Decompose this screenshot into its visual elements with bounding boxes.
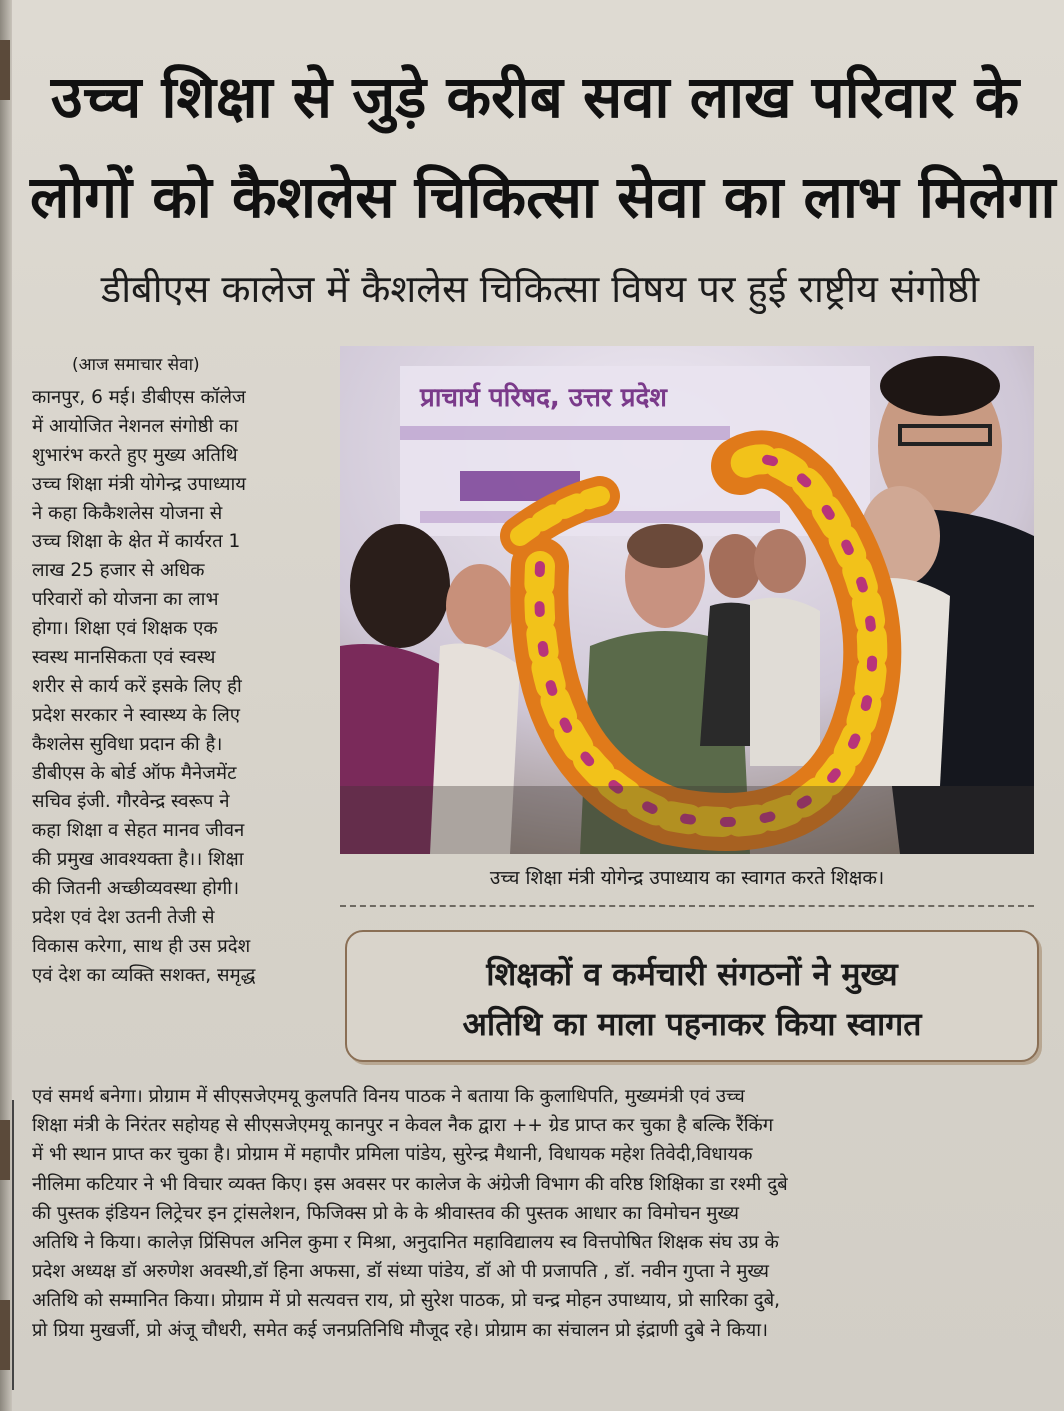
pull-quote-box <box>345 930 1039 1062</box>
column-line: प्रदेश एवं देश उतनी तेजी से <box>32 907 215 929</box>
column-line: की जितनी अच्छीव्यवस्था होगी। <box>32 878 240 900</box>
dateline: (आज समाचार सेवा) <box>72 355 200 375</box>
body-line: में भी स्थान प्राप्त कर चुका है। प्रोग्राम में महापौर प्रमिला पांडेय, सुरेन्द्र मैथानी, विधायक महेश तिवेदी,विधायक <box>32 1144 753 1166</box>
body-line: शिक्षा मंत्री के निरंतर सहोयह से सीएसजेएमयू कानपुर न केवल नैक द्वारा ++ ग्रेड प्राप्त कर चुका है बल्कि रैंकिंग <box>32 1115 774 1137</box>
body-line: अतिथि को सम्मानित किया। प्रोग्राम में प्रो सत्यवत्त राय, प्रो सुरेश पाठक, प्रो चन्द्र मोहन उपाध्याय, प्रो सारिका दुबे, <box>32 1290 781 1312</box>
body-line: प्रो प्रिया मुखर्जी, प्रो अंजू चौधरी, समेत कई जनप्रतिनिधि मौजूद रहे। प्रोग्राम का संचालन प्रो इंद्राणी दुबे ने किया। <box>32 1319 769 1341</box>
column-line: कानपुर, 6 मई। डीबीएस कॉलेज <box>32 387 246 408</box>
body-line: प्रदेश अध्यक्ष डॉ अरुणेश अवस्थी,डॉ हिना अफसा, डॉ संध्या पांडेय, डॉ ओ पी प्रजापति , डॉ. नवीन गुप्ता ने मुख्य <box>32 1261 769 1283</box>
column-line: शरीर से कार्य करें इसके लिए ही <box>32 675 242 697</box>
event-photo <box>340 346 1034 854</box>
full-width-text <box>32 1082 1038 1345</box>
banner-text: प्राचार्य परिषद, उत्तर प्रदेश <box>420 383 667 413</box>
column-line: एवं देश का व्यक्ति सशक्त, समृद्ध <box>32 964 256 986</box>
column-line: शुभारंभ करते हुए मुख्य अतिथि <box>32 444 238 466</box>
column-line: प्रदेश सरकार ने स्वास्थ्य के लिए <box>32 704 240 726</box>
left-column-text <box>32 384 320 991</box>
column-line: विकास करेगा, साथ ही उस प्रदेश <box>32 935 251 957</box>
column-line: परिवारों को योजना का लाभ <box>32 589 219 611</box>
edge-mark <box>0 40 10 100</box>
body-line: नीलिमा कटियार ने भी विचार व्यक्त किए। इस अवसर पर कालेज के अंग्रेजी विभाग की वरिष्ठ शिक्षिका डा रश्मी दुबे <box>32 1173 788 1195</box>
column-line: कहा शिक्षा व सेहत मानव जीवन <box>32 820 245 842</box>
column-line: उच्च शिक्षा के क्षेत में कार्यरत 1 <box>32 531 241 553</box>
person-left-head <box>350 524 450 648</box>
photo-caption: उच्च शिक्षा मंत्री योगेन्द्र उपाध्याय का स्वागत करते शिक्षक। <box>489 867 885 889</box>
column-line: लाख 25 हजार से अधिक <box>32 560 205 582</box>
caption-divider <box>340 905 1034 907</box>
headline-line-1: उच्च शिक्षा से जुड़े करीब सवा लाख परिवार के <box>50 63 1020 131</box>
column-line: कैशलेस सुविधा प्रदान की है। <box>32 733 223 755</box>
column-line: स्वस्थ मानसिकता एवं स्वस्थ <box>32 647 216 669</box>
body-line: अतिथि ने किया। कालेज़ प्रिंसिपल अनिल कुमा र मिश्रा, अनुदानित महाविद्यालय स्व वित्तपोषित शिक्षक संघ उप्र के <box>32 1231 779 1253</box>
adjacent-column-edge <box>0 1100 14 1390</box>
event-photo-illustration <box>340 346 1034 854</box>
column-line: में आयोजित नेशनल संगोष्ठी का <box>32 415 239 437</box>
column-line: सचिव इंजी. गौरवेन्द्र स्वरूप ने <box>32 791 230 813</box>
pull-quote-line-2: अतिथि का माला पहनाकर किया स्वागत <box>462 1005 922 1043</box>
column-line: की प्रमुख आवश्यक्ता है।। शिक्षा <box>32 849 244 871</box>
body-line: एवं समर्थ बनेगा। प्रोग्राम में सीएसजेएमयू कुलपति विनय पाठक ने बताया कि कुलाधिपति, मुख्यमंत्री एवं उच्च <box>32 1086 745 1107</box>
pull-quote-line-1: शिक्षकों व कर्मचारी संगठनों ने मुख्य <box>486 955 898 993</box>
column-line: डीबीएस के बोर्ड ऑफ मैनेजमेंट <box>32 762 237 784</box>
column-line: होगा। शिक्षा एवं शिक्षक एक <box>32 618 218 640</box>
subheadline: डीबीएस कालेज में कैशलेस चिकित्सा विषय पर हुई राष्ट्रीय संगोष्ठी <box>100 267 980 311</box>
headline-line-2: लोगों को कैशलेस चिकित्सा सेवा का लाभ मिलेगा <box>30 163 1056 231</box>
column-line: ने कहा किकैशलेस योजना से <box>32 502 223 524</box>
body-line: की पुस्तक इंडियन लिट्रेचर इन ट्रांसलेशन, फिजिक्स प्रो के के श्रीवास्तव की पुस्तक आधार का विमोचन मुख्य <box>32 1202 739 1224</box>
column-line: उच्च शिक्षा मंत्री योगेन्द्र उपाध्याय <box>32 473 246 495</box>
